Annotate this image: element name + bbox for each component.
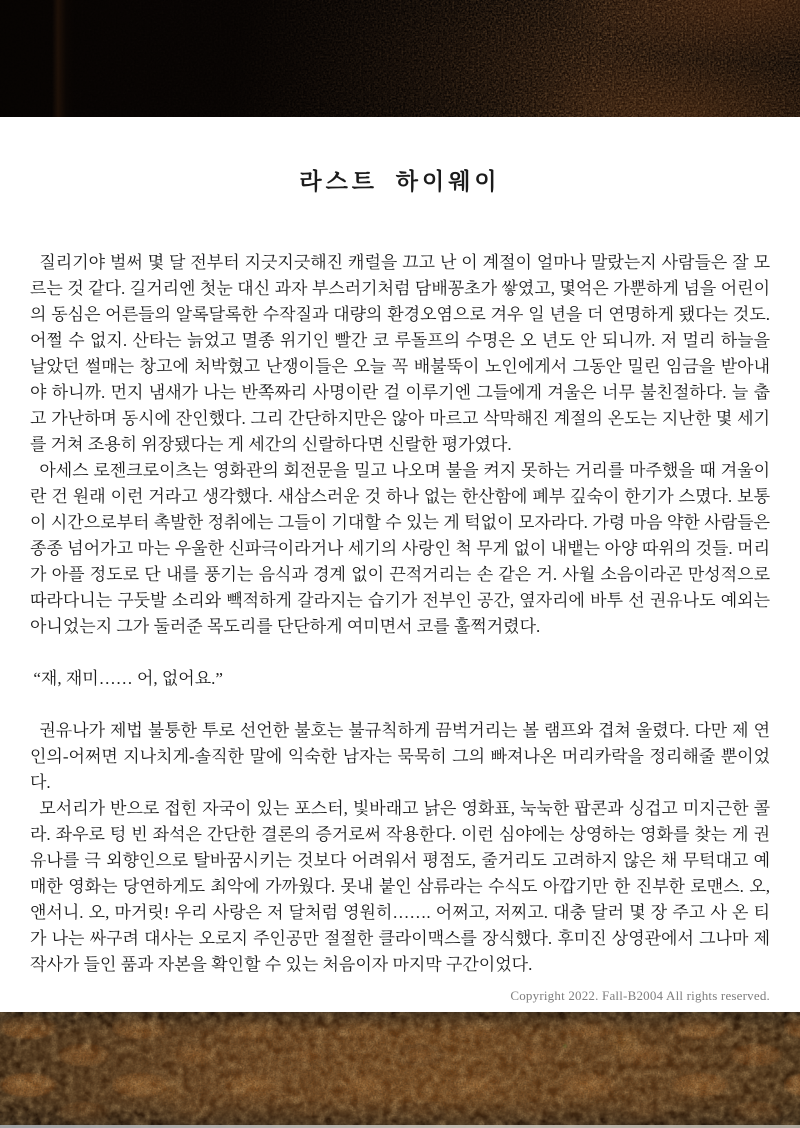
foliage-texture [0, 0, 800, 117]
copyright-text: Copyright 2022. Fall-B2004 All rights reserved. [510, 988, 770, 1003]
paragraph-cinema-exit: 아세스 로젠크로이츠는 영화관의 회전문을 밀고 나오며 불을 켜지 못하는 거리를 마주했을 때 겨울이란 건 원래 이런 거라고 생각했다. 새삼스러운 것 하나 없는 한산함에 폐부 깊숙이 한기가 스몄다. 보통 이 시간으로부터 촉발한 정취에는 그들이 기대할 수 있는 게 턱없이 모자라다. 가령 마음 약한 사람들은 종종 넘어가고 마는 우울한 신파극이라거나 세기의 사랑인 척 무게 없이 내뱉는 아양 따위의 것들. 머리가 아플 정도로 단 내를 풍기는 음식과 경계 없이 끈적거리는 손 같은 거. 사월 소음이라곤 만성적으로 따라다니는 구둣발 소리와 빽적하게 갈라지는 습기가 전부인 공간, 옆자리에 바투 선 권유나도 예외는 아니었는지 그가 둘러준 목도리를 단단하게 여미면서 코를 훌쩍거렸다. [30, 461, 770, 636]
story-text [30, 250, 770, 978]
paragraph-movie-review: 모서리가 반으로 접힌 자국이 있는 포스터, 빛바래고 낡은 영화표, 눅눅한 팝콘과 싱겁고 미지근한 콜라. 좌우로 텅 빈 좌석은 간단한 결론의 증거로써 작용한다. 이런 심야에는 상영하는 영화를 찾는 게 권유나를 극 외향인으로 탈바꿈시키는 것보다 어려워서 평점도, 줄거리도 고려하지 않은 채 무턱대고 예매한 영화는 당연하게도 최악에 가까웠다. 못내 붙인 삼류라는 수식도 아깝기만 한 진부한 로맨스. 오, 앤서니. 오, 마거릿! 우리 사랑은 저 달처럼 영원히……. 어쩌고, 저찌고. 대충 달러 몇 장 주고 사 온 티가 나는 싸구려 대사는 오로지 주인공만 절절한 클라이맥스를 장식했다. 후미진 상영관에서 그나마 제작사가 들인 품과 자본을 확인할 수 있는 처음이자 마지막 구간이었다. [30, 799, 770, 974]
story-content [0, 117, 800, 978]
footer-photo [0, 1012, 800, 1128]
paragraph-winter-intro: 질리기야 벌써 몇 달 전부터 지긋지긋해진 캐럴을 끄고 난 이 계절이 얼마나 말랐는지 사람들은 잘 모르는 것 같다. 길거리엔 첫눈 대신 과자 부스러기처럼 담배꽁초가 쌓였고, 몇억은 가뿐하게 넘을 어린이의 동심은 어른들의 알록달록한 수작질과 대량의 환경오염으로 겨우 일 년을 더 연명하게 됐다는 것도. 어쩔 수 없지. 산타는 늙었고 멸종 위기인 빨간 코 루돌프의 수명은 오 년도 안 되니까. 저 멀리 하늘을 날았던 썰매는 창고에 처박혔고 난쟁이들은 오늘 꼭 배불뚝이 노인에게서 그동안 밀린 임금을 받아내야 하니까. 먼지 냄새가 나는 반쪽짜리 사명이란 걸 이루기엔 그들에게 겨울은 너무 불친절하다. 늘 춥고 가난하며 동시에 잔인했다. 그리 간단하지만은 않아 마르고 삭막해진 계절의 온도는 지난한 몇 세기를 거쳐 조용히 위장됐다는 게 세간의 신랄하다면 신랄한 평가였다. [30, 253, 770, 454]
dialogue-line: “재, 재미…… 어, 없어요.” [33, 669, 223, 688]
header-photo [0, 0, 800, 117]
stone-shadow-texture [0, 1012, 800, 1128]
paragraph-reaction: 권유나가 제법 불퉁한 투로 선언한 불호는 불규칙하게 끔벅거리는 볼 램프와 겹쳐 울렸다. 다만 제 연인의-어쩌면 지나치게-솔직한 말에 익숙한 남자는 묵묵히 그의 빠져나온 머리카락을 정리해줄 뿐이었다. [30, 721, 770, 792]
page-title: 라스트 하이웨이 [299, 169, 501, 194]
